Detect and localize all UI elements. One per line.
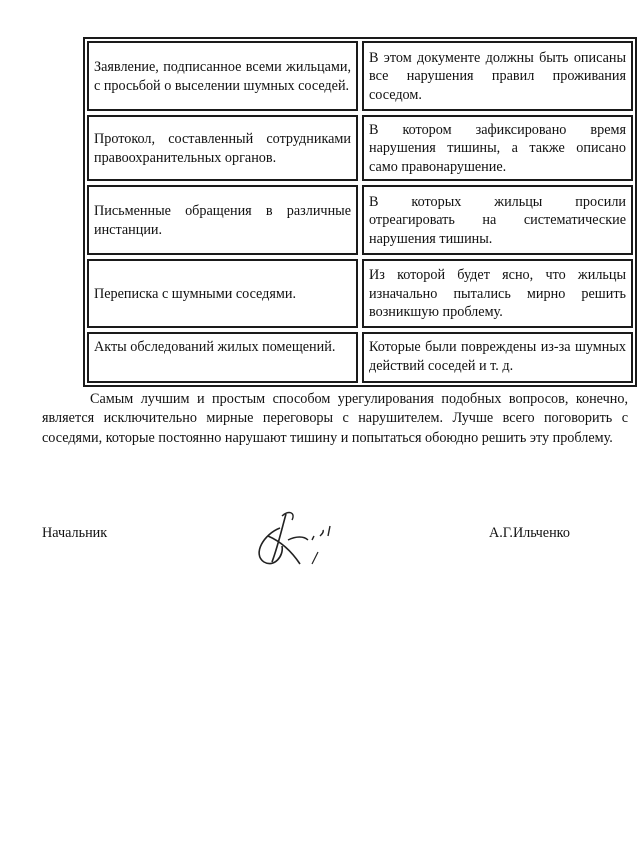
cell-text: В котором зафиксировано время нарушения тишины, а также описано само правонарушение. (369, 121, 626, 175)
table-row (85, 330, 635, 385)
signatory-title: Начальник (42, 525, 108, 541)
documents-table (83, 37, 637, 387)
table-cell-description (362, 41, 633, 111)
table-cell-description (362, 259, 633, 328)
signatory-name: А.Г.Ильченко (489, 525, 570, 541)
signature-block (42, 524, 628, 584)
cell-text: В которых жильцы просили отреагировать на систематические нарушения тишины. (369, 193, 626, 247)
table-cell-description (362, 115, 633, 181)
table-cell-document (87, 41, 358, 111)
table-cell-document (87, 185, 358, 255)
cell-text: В этом документе должны быть описаны все нарушения правил проживания соседом. (369, 49, 626, 103)
table-row (85, 257, 635, 330)
table-cell-description (362, 185, 633, 255)
cell-text: Заявление, подписанное всеми жильцами, с просьбой о выселении шумных соседей. (94, 59, 351, 94)
cell-text: Письменные обращения в различные инстанции. (94, 203, 351, 238)
handwritten-signature (242, 506, 352, 586)
cell-text: Протокол, составленный сотрудниками правоохранительных органов. (94, 131, 351, 166)
body-paragraph: Самым лучшим и простым способом урегулирования подобных вопросов, конечно, является исключительно мирные переговоры с нарушителем. Лучше всего поговорить с соседями, которые постоянно нарушают тишину и попытаться обоюдно решить эту проблему. (42, 391, 628, 446)
cell-text: Переписка с шумными соседями. (94, 285, 297, 302)
table-row (85, 183, 635, 257)
cell-text: Из которой будет ясно, что жильцы изначально пытались мирно решить возникшую проблему. (369, 267, 626, 321)
table-row (85, 113, 635, 183)
table-cell-document (87, 332, 358, 383)
table-row (85, 39, 635, 113)
table-cell-document (87, 115, 358, 181)
cell-text: Которые были повреждены из-за шумных действий соседей и т. д. (369, 339, 626, 374)
cell-text: Акты обследований жилых помещений. (94, 339, 336, 355)
table-cell-document (87, 259, 358, 328)
table-cell-description (362, 332, 633, 383)
